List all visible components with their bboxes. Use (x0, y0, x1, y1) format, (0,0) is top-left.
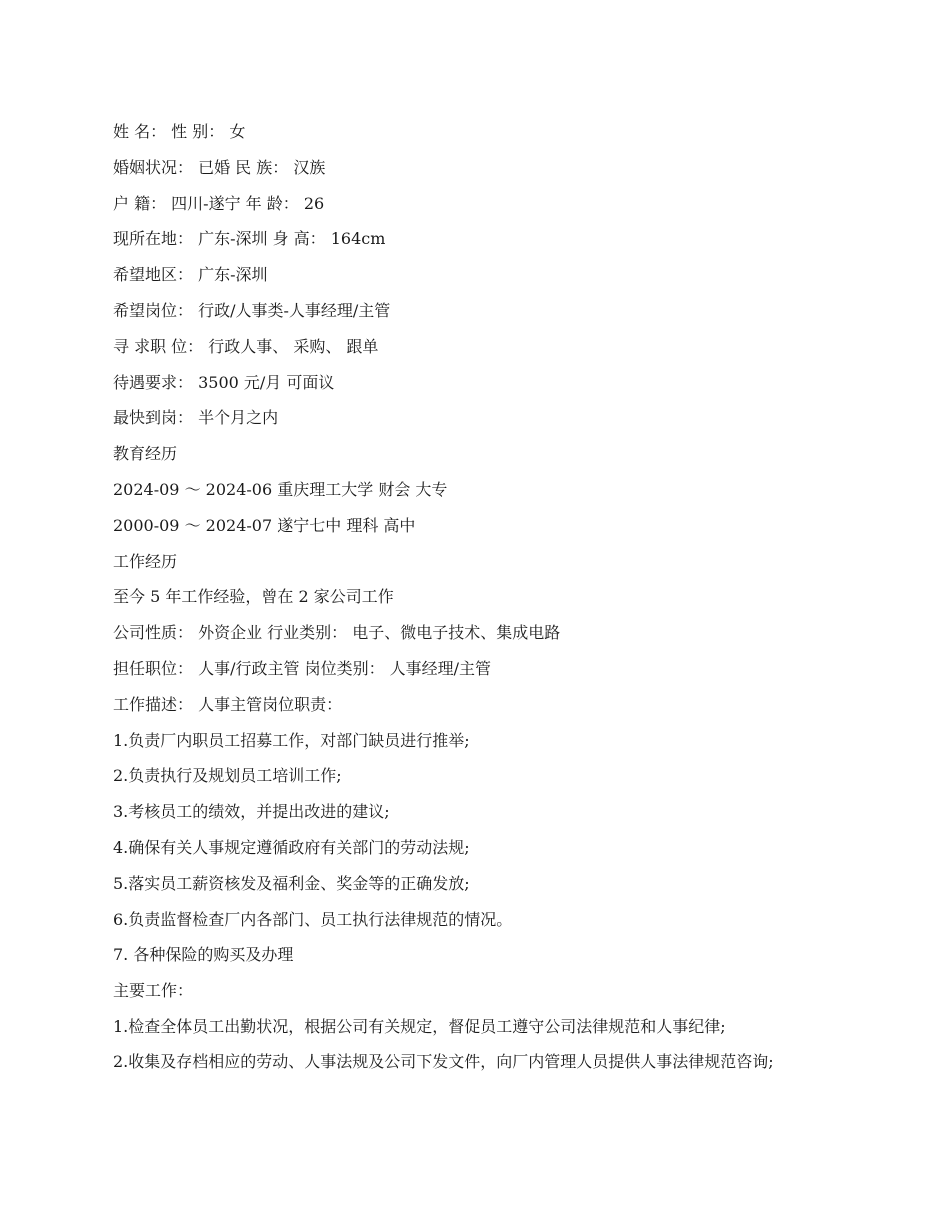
main-work-item: 1.检查全体员工出勤状况，根据公司有关规定，督促员工遵守公司法律规范和人事纪律; (113, 1016, 726, 1036)
company-nature-line: 公司性质： 外资企业 行业类别： 电子、微电子技术、集成电路 (113, 623, 561, 643)
desired-position-line: 希望岗位： 行政/人事类-人事经理/主管 (113, 300, 391, 320)
experience-summary: 至今 5 年工作经验，曾在 2 家公司工作 (113, 587, 394, 607)
duty-item: 2.负责执行及规划员工培训工作; (113, 766, 342, 786)
education-item: 2024-09 ～ 2024-06 重庆理工大学 财会 大专 (113, 479, 448, 499)
hometown-age-line: 户 籍： 四川-遂宁 年 龄： 26 (113, 193, 325, 213)
duty-item: 6.负责监督检查厂内各部门、员工执行法律规范的情况。 (113, 909, 513, 929)
duty-item: 5.落实员工薪资核发及福利金、奖金等的正确发放; (113, 873, 470, 893)
education-item: 2000-09 ～ 2024-07 遂宁七中 理科 高中 (113, 515, 416, 535)
work-heading: 工作经历 (113, 551, 178, 571)
duty-item: 7. 各种保险的购买及办理 (113, 945, 294, 965)
desired-region-line: 希望地区： 广东-深圳 (113, 265, 268, 285)
seeking-position-line: 寻 求职 位： 行政人事、 采购、 跟单 (113, 336, 379, 356)
salary-line: 待遇要求： 3500 元/月 可面议 (113, 372, 335, 392)
main-work-heading: 主要工作： (113, 981, 194, 1001)
availability-line: 最快到岗： 半个月之内 (113, 408, 279, 428)
main-work-item: 2.收集及存档相应的劳动、人事法规及公司下发文件，向厂内管理人员提供人事法律规范咨询; (113, 1051, 774, 1071)
location-height-line: 现所在地： 广东-深圳 身 高： 164cm (113, 229, 386, 249)
job-description-line: 工作描述： 人事主管岗位职责： (113, 694, 343, 714)
education-heading: 教育经历 (113, 444, 178, 464)
duty-item: 3.考核员工的绩效，并提出改进的建议; (113, 802, 390, 822)
resume-body (113, 120, 843, 1085)
name-gender-line: 姓 名： 性 别： 女 (113, 122, 246, 141)
duty-item: 1.负责厂内职员工招募工作，对部门缺员进行推举; (113, 730, 470, 750)
job-title-line: 担任职位： 人事/行政主管 岗位类别： 人事经理/主管 (113, 658, 492, 678)
duty-item: 4.确保有关人事规定遵循政府有关部门的劳动法规; (113, 837, 470, 857)
marital-ethnicity-line: 婚姻状况： 已婚 民 族： 汉族 (113, 157, 326, 177)
